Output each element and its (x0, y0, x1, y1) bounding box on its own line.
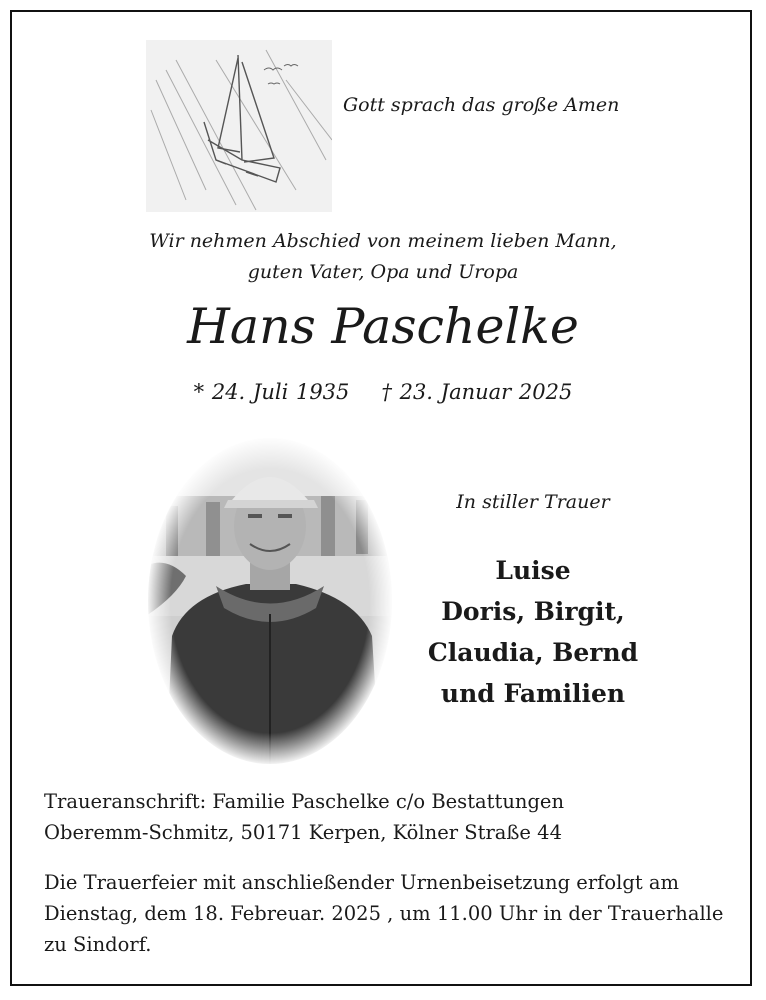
family-name-line: und Familien (440, 679, 626, 708)
death-date: † 23. Januar 2025 (381, 380, 573, 404)
family-name-line: Claudia, Bernd (427, 638, 639, 667)
funeral-service-info (44, 867, 723, 960)
sailboat-sketch-icon (146, 40, 332, 212)
address-line-1: Traueranschrift: Familie Paschelke c/o Bestattungen (44, 790, 565, 813)
family-names (405, 550, 661, 714)
family-name-line: Luise (495, 556, 571, 585)
life-dates (0, 380, 766, 404)
intro-line-2: guten Vater, Opa und Uropa (247, 261, 519, 283)
deceased-name: Hans Paschelke (187, 298, 579, 355)
mourning-heading: In stiller Trauer (456, 491, 610, 513)
service-line-1: Die Trauerfeier mit anschließender Urnenbeisetzung erfolgt am (44, 871, 679, 894)
service-line-2: Dienstag, dem 18. Febreuar. 2025 , um 11.00 Uhr in der Trauerhalle (44, 902, 724, 925)
birth-date: * 24. Juli 1935 (193, 380, 350, 404)
intro-line-1: Wir nehmen Abschied von meinem lieben Mann, (149, 230, 617, 252)
header-quote: Gott sprach das große Amen (343, 94, 620, 116)
family-name-line: Doris, Birgit, (441, 597, 625, 626)
intro-text (0, 226, 766, 288)
service-line-3: zu Sindorf. (44, 933, 152, 956)
address-line-2: Oberemm-Schmitz, 50171 Kerpen, Kölner Straße 44 (44, 821, 562, 844)
mourning-address (44, 786, 564, 848)
portrait-photo (146, 436, 394, 766)
